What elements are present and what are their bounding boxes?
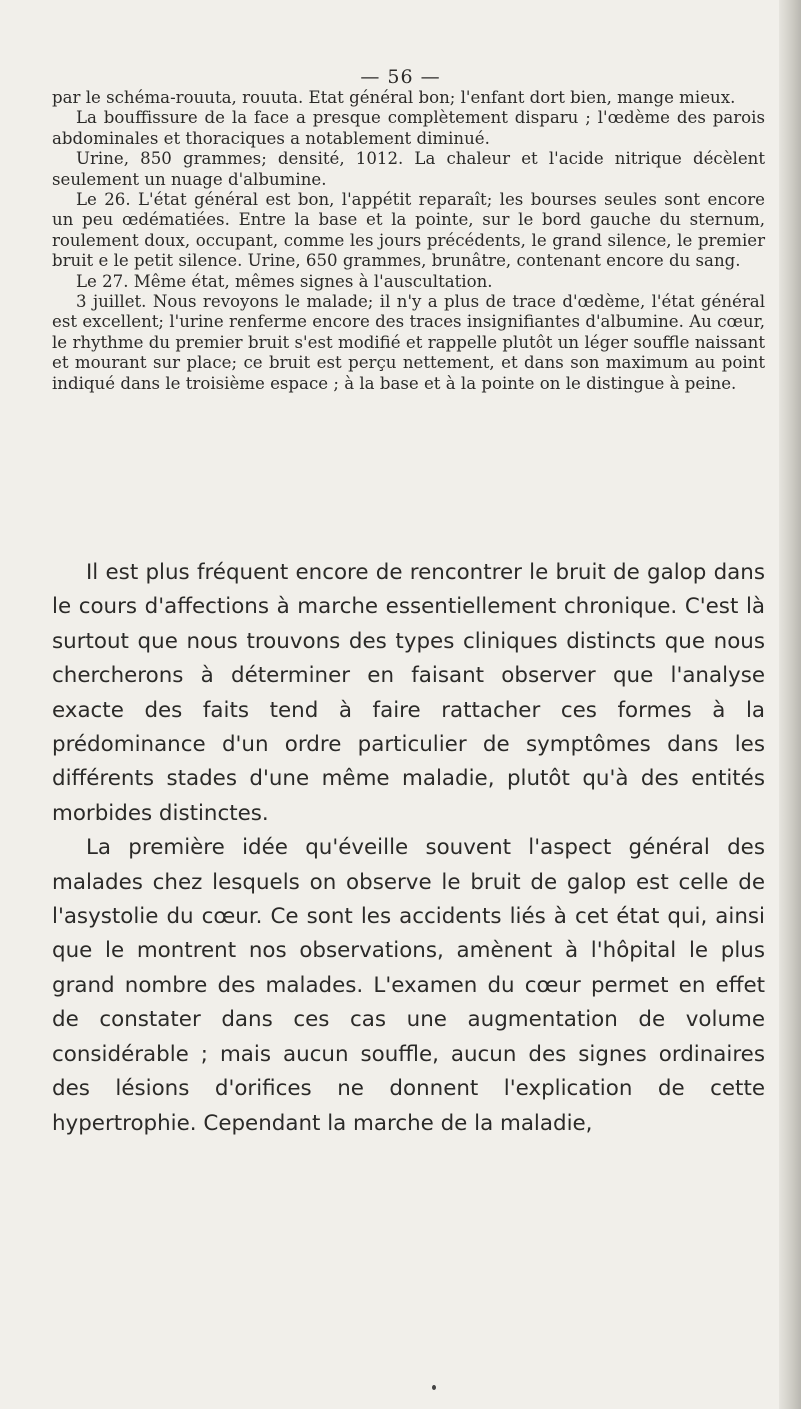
discussion-paragraph: La première idée qu'éveille souvent l'aspect général des malades chez lesquels on observe le bruit de galop est celle de l'asystolie du cœur. Ce sont les accidents liés à cet état qui, ainsi que le montrent nos observations, amènent à l'hôpital le plus grand nombre des malades. L'examen du cœur permet en effet de constater dans ces cas une augmentation de volume considérable ; mais aucun souffle, aucun des signes ordinaires des lésions d'orifices ne donnent l'explication de cette hypertrophie. Cependant la marche de la maladie,	[52, 835, 765, 1136]
observation-paragraph: Le 27. Même état, mêmes signes à l'auscultation.	[76, 271, 493, 291]
observation-notes	[52, 88, 765, 394]
observation-paragraph: par le schéma-rouuta, rouuta. Etat général bon; l'enfant dort bien, mange mieux.	[52, 88, 736, 107]
discussion-paragraph: Il est plus fréquent encore de rencontrer le bruit de galop dans le cours d'affections à marche essentiellement chronique. C'est là surtout que nous trouvons des types cliniques distincts que nous chercherons à déterminer en faisant observer que l'analyse exacte des faits tend à faire rattacher ces formes à la prédominance d'un ordre particulier de symptômes dans les différents stades d'une même maladie, plutôt qu'à des entités morbides distinctes.	[52, 560, 765, 826]
ink-speck	[432, 1385, 436, 1390]
observation-paragraph: Le 26. L'état général est bon, l'appétit reparaît; les bourses seules sont encore un peu œdématiées. Entre la base et la pointe, sur le bord gauche du sternum, roulement doux, occupant, comme les jours précédents, le grand silence, le premier bruit e le petit silence. Urine, 650 grammes, brunâtre, contenant encore du sang.	[52, 190, 765, 271]
observation-paragraph: Urine, 850 grammes; densité, 1012. La chaleur et l'acide nitrique décèlent seulement un nuage d'albumine.	[52, 149, 765, 189]
page-number: — 56 —	[360, 66, 441, 88]
observation-paragraph: La bouffissure de la face a presque complètement disparu ; l'œdème des parois abdominales et thoraciques a notablement diminué.	[52, 108, 765, 148]
observation-paragraph: 3 juillet. Nous revoyons le malade; il n'y a plus de trace d'œdème, l'état général est excellent; l'urine renferme encore des traces insignifiantes d'albumine. Au cœur, le rhythme du premier bruit s'est modifié et rappelle plutôt un léger souffle naissant et mourant sur place; ce bruit est perçu nettement, et dans son maximum au point indiqué dans le troisième espace ; à la base et à la pointe on le distingue à peine.	[52, 292, 765, 393]
page-edge	[779, 0, 801, 1409]
discussion-text	[52, 556, 765, 1141]
